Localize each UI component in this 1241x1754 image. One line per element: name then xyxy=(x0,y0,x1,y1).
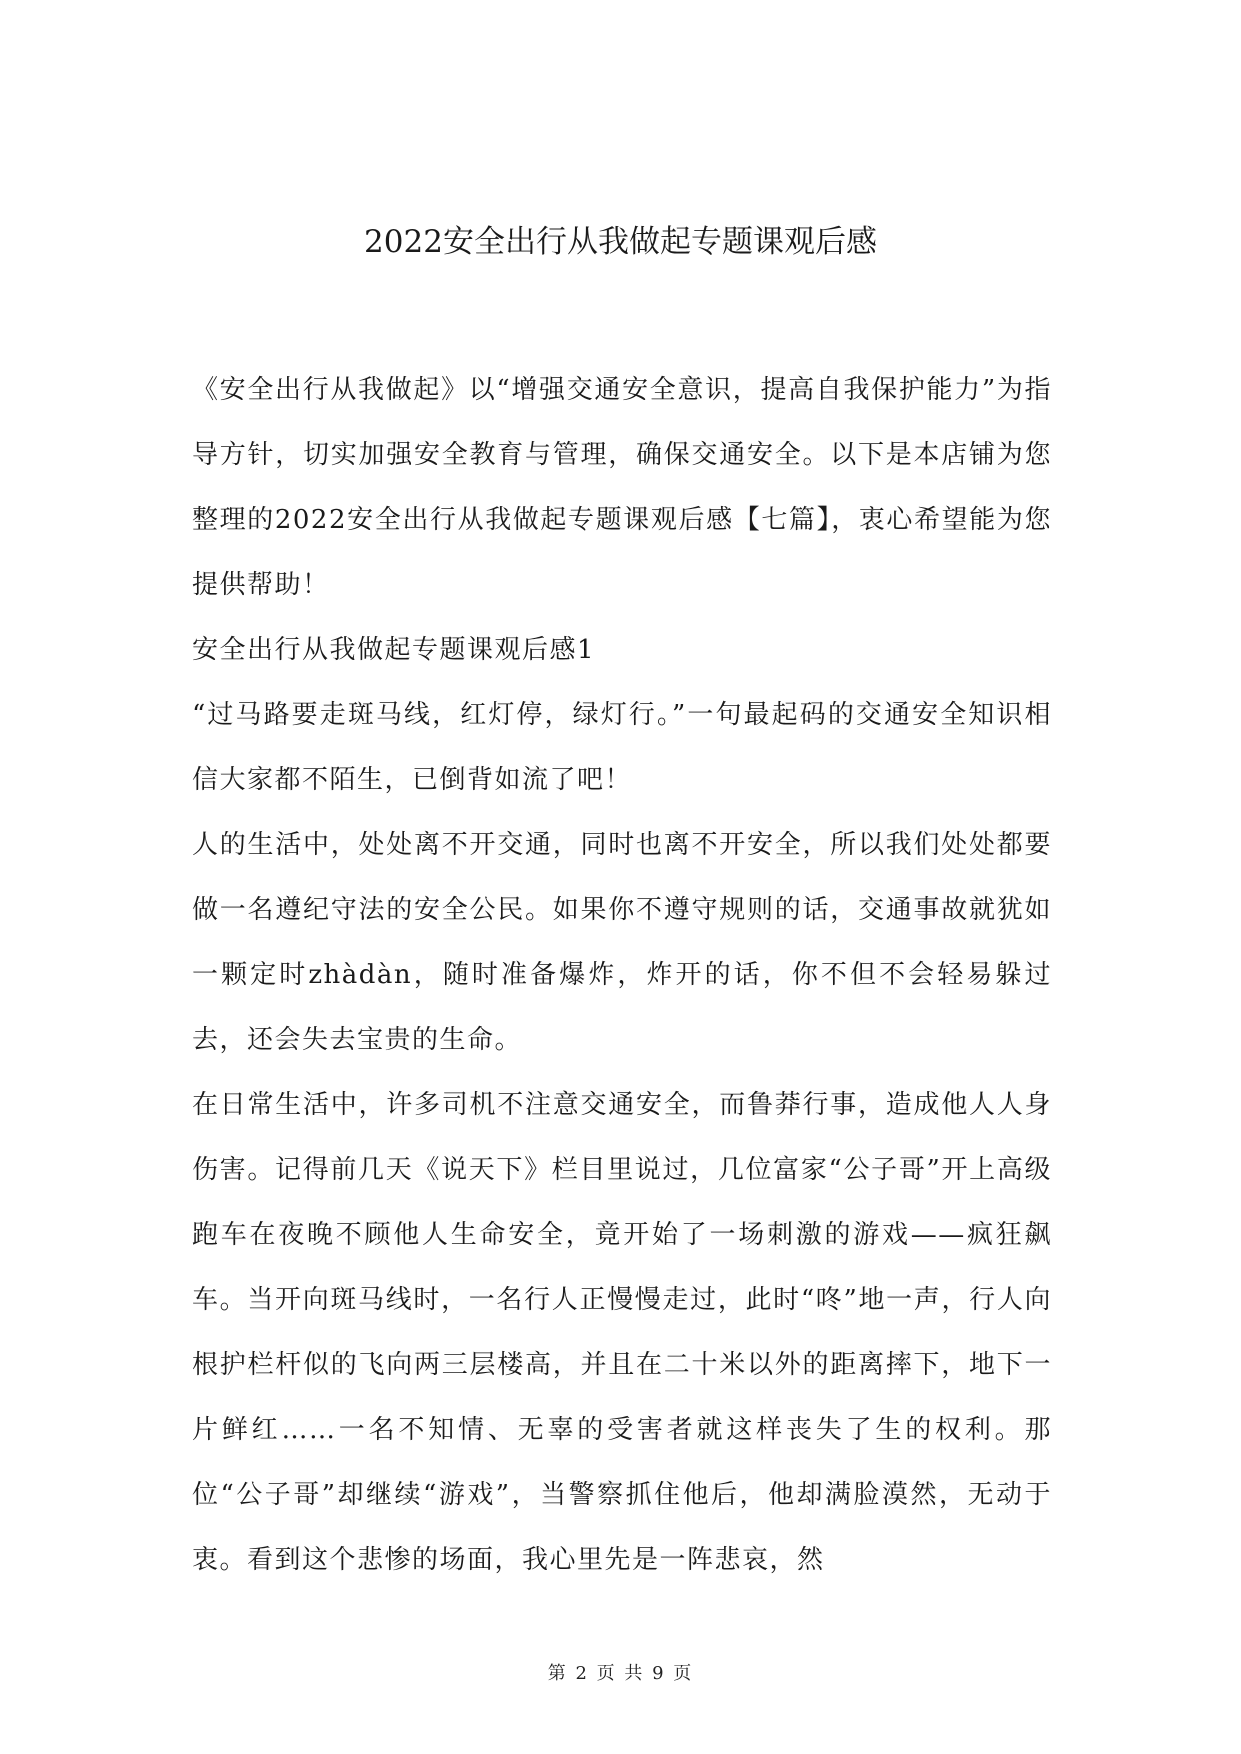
document-body xyxy=(192,358,1052,1593)
document-title: 2022安全出行从我做起专题课观后感 xyxy=(364,224,877,260)
section-heading: 安全出行从我做起专题课观后感1 xyxy=(192,635,596,665)
body-paragraph: “过马路要走斑马线，红灯停，绿灯行。”一句最起码的交通安全知识相信大家都不陌生，已倒背如流了吧！ xyxy=(192,700,1052,795)
body-paragraph: 在日常生活中，许多司机不注意交通安全，而鲁莽行事，造成他人人身伤害。记得前几天《说天下》栏目里说过，几位富家“公子哥”开上高级跑车在夜晚不顾他人生命安全，竟开始了一场刺激的游戏——疯狂飙车。当开向斑马线时，一名行人正慢慢走过，此时“咚”地一声，行人向根护栏杆似的飞向两三层楼高，并且在二十米以外的距离摔下，地下一片鲜红……一名不知情、无辜的受害者就这样丧失了生的权利。那位“公子哥”却继续“游戏”，当警察抓住他后，他却满脸漠然，无动于衷。看到这个悲惨的场面，我心里先是一阵悲哀，然 xyxy=(192,1090,1052,1575)
body-paragraph: 人的生活中，处处离不开交通，同时也离不开安全，所以我们处处都要做一名遵纪守法的安全公民。如果你不遵守规则的话，交通事故就犹如一颗定时zhàdàn，随时准备爆炸，炸开的话，你不但不会轻易躲过去，还会失去宝贵的生命。 xyxy=(192,830,1052,1055)
page-number-footer: 第 2 页 共 9 页 xyxy=(547,1663,694,1684)
intro-paragraph: 《安全出行从我做起》以“增强交通安全意识，提高自我保护能力”为指导方针，切实加强安全教育与管理，确保交通安全。以下是本店铺为您整理的2022安全出行从我做起专题课观后感【七篇】，衷心希望能为您提供帮助！ xyxy=(192,375,1052,600)
